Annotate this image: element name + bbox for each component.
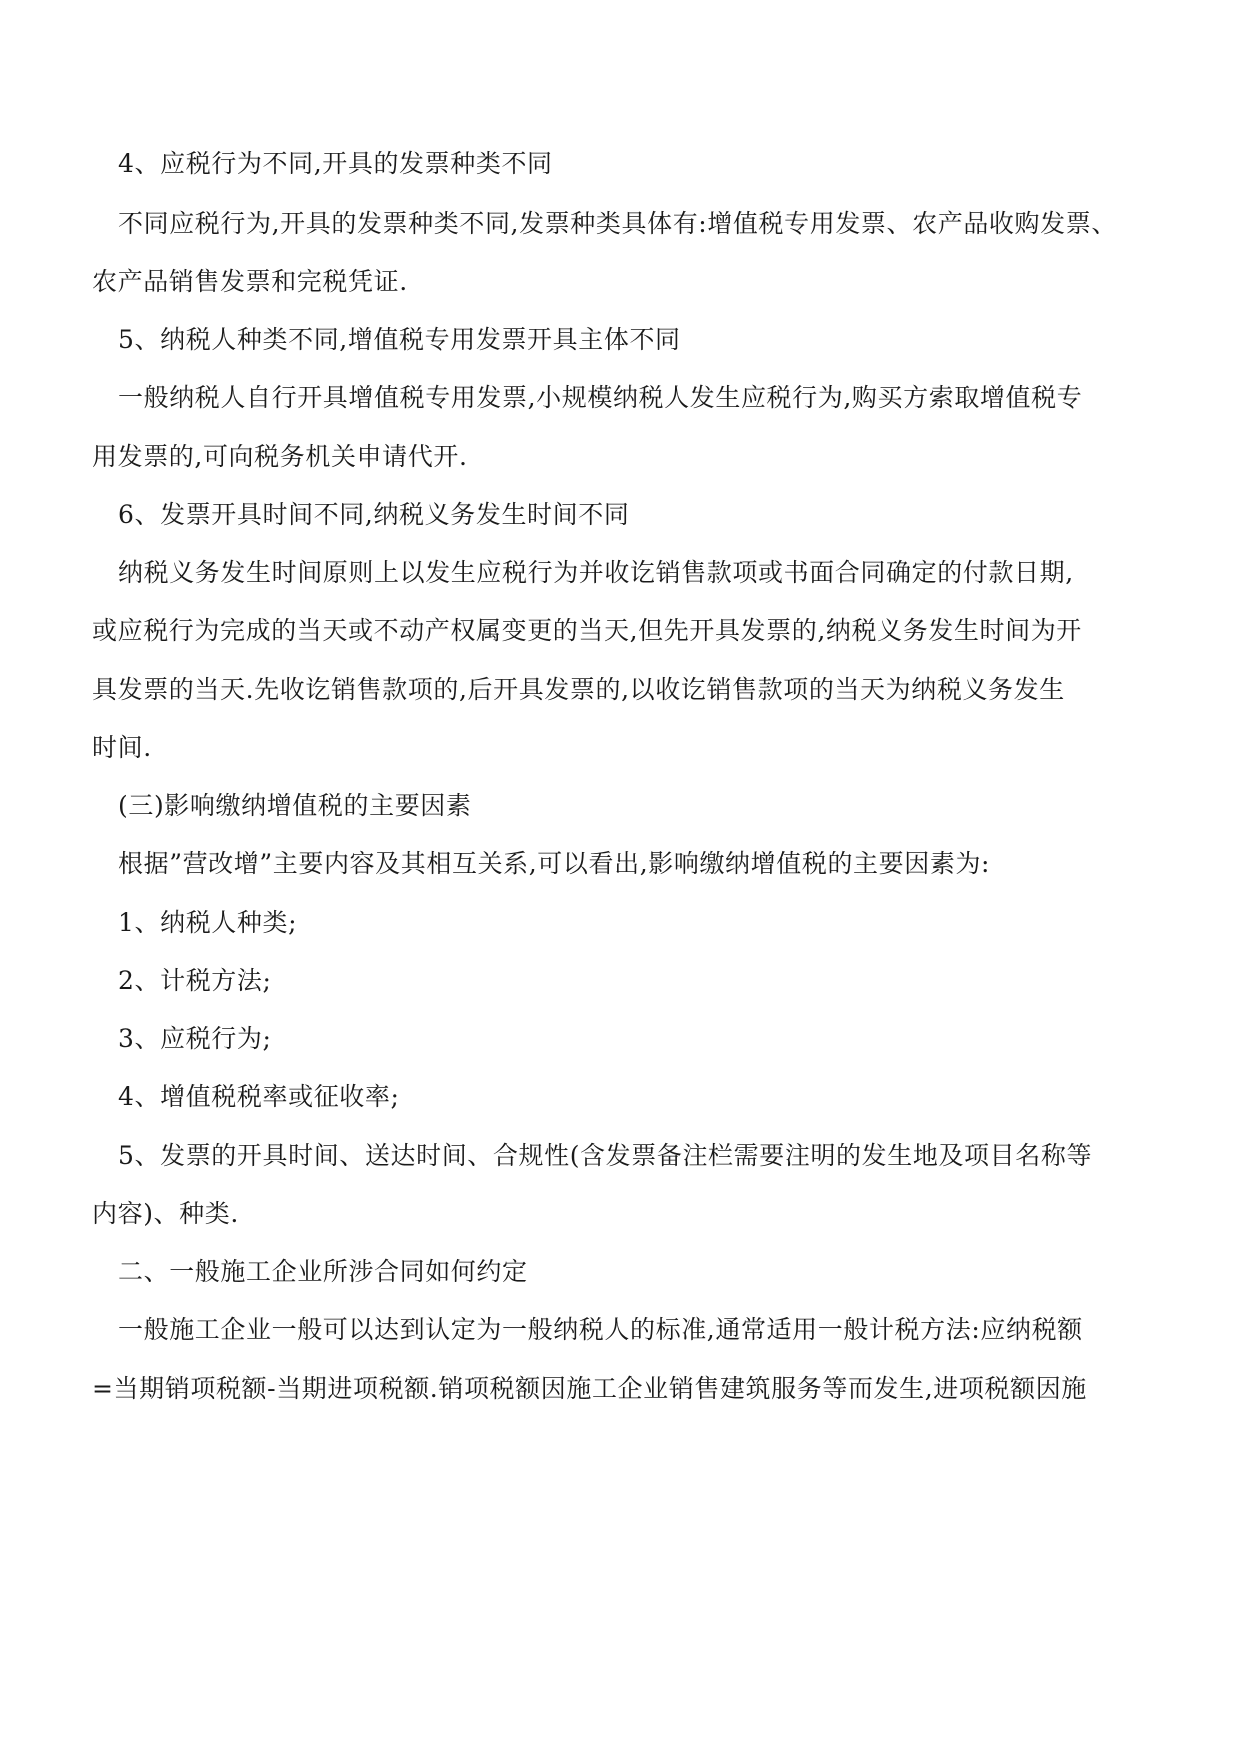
paragraph-line: 用发票的,可向税务机关申请代开. — [92, 442, 468, 471]
paragraph-line: 纳税义务发生时间原则上以发生应税行为并收讫销售款项或书面合同确定的付款日期, — [118, 558, 1074, 587]
heading-5-taxpayer-types: 5、纳税人种类不同,增值税专用发票开具主体不同 — [118, 325, 681, 354]
paragraph-line: 具发票的当天.先收讫销售款项的,后开具发票的,以收讫销售款项的当天为纳税义务发生 — [92, 675, 1065, 704]
paragraph-line: 或应税行为完成的当天或不动产权属变更的当天,但先开具发票的,纳税义务发生时间为开 — [92, 616, 1082, 645]
heading-4-invoice-types: 4、应税行为不同,开具的发票种类不同 — [118, 149, 553, 178]
paragraph-line: 农产品销售发票和完税凭证. — [92, 267, 408, 296]
paragraph-line: 根据”营改增”主要内容及其相互关系,可以看出,影响缴纳增值税的主要因素为: — [118, 849, 991, 878]
list-item: 2、计税方法; — [118, 966, 272, 995]
section-heading-factors: (三)影响缴纳增值税的主要因素 — [118, 791, 472, 820]
paragraph-line: 一般纳税人自行开具增值税专用发票,小规模纳税人发生应税行为,购买方索取增值税专 — [118, 383, 1083, 412]
list-item: 4、增值税税率或征收率; — [118, 1082, 400, 1111]
list-item: 5、发票的开具时间、送达时间、合规性(含发票备注栏需要注明的发生地及项目名称等 — [118, 1141, 1093, 1170]
paragraph-line: =当期销项税额-当期进项税额.销项税额因施工企业销售建筑服务等而发生,进项税额因施 — [92, 1374, 1087, 1403]
paragraph-line: 不同应税行为,开具的发票种类不同,发票种类具体有:增值税专用发票、农产品收购发票、 — [118, 209, 1117, 238]
list-item: 3、应税行为; — [118, 1024, 272, 1053]
list-item: 1、纳税人种类; — [118, 908, 298, 937]
list-item-continuation: 内容)、种类. — [92, 1199, 239, 1228]
paragraph-line: 时间. — [92, 733, 152, 762]
paragraph-line: 一般施工企业一般可以达到认定为一般纳税人的标准,通常适用一般计税方法:应纳税额 — [118, 1315, 1083, 1344]
section-heading-contracts: 二、一般施工企业所涉合同如何约定 — [118, 1257, 528, 1286]
heading-6-invoice-timing: 6、发票开具时间不同,纳税义务发生时间不同 — [118, 500, 630, 529]
